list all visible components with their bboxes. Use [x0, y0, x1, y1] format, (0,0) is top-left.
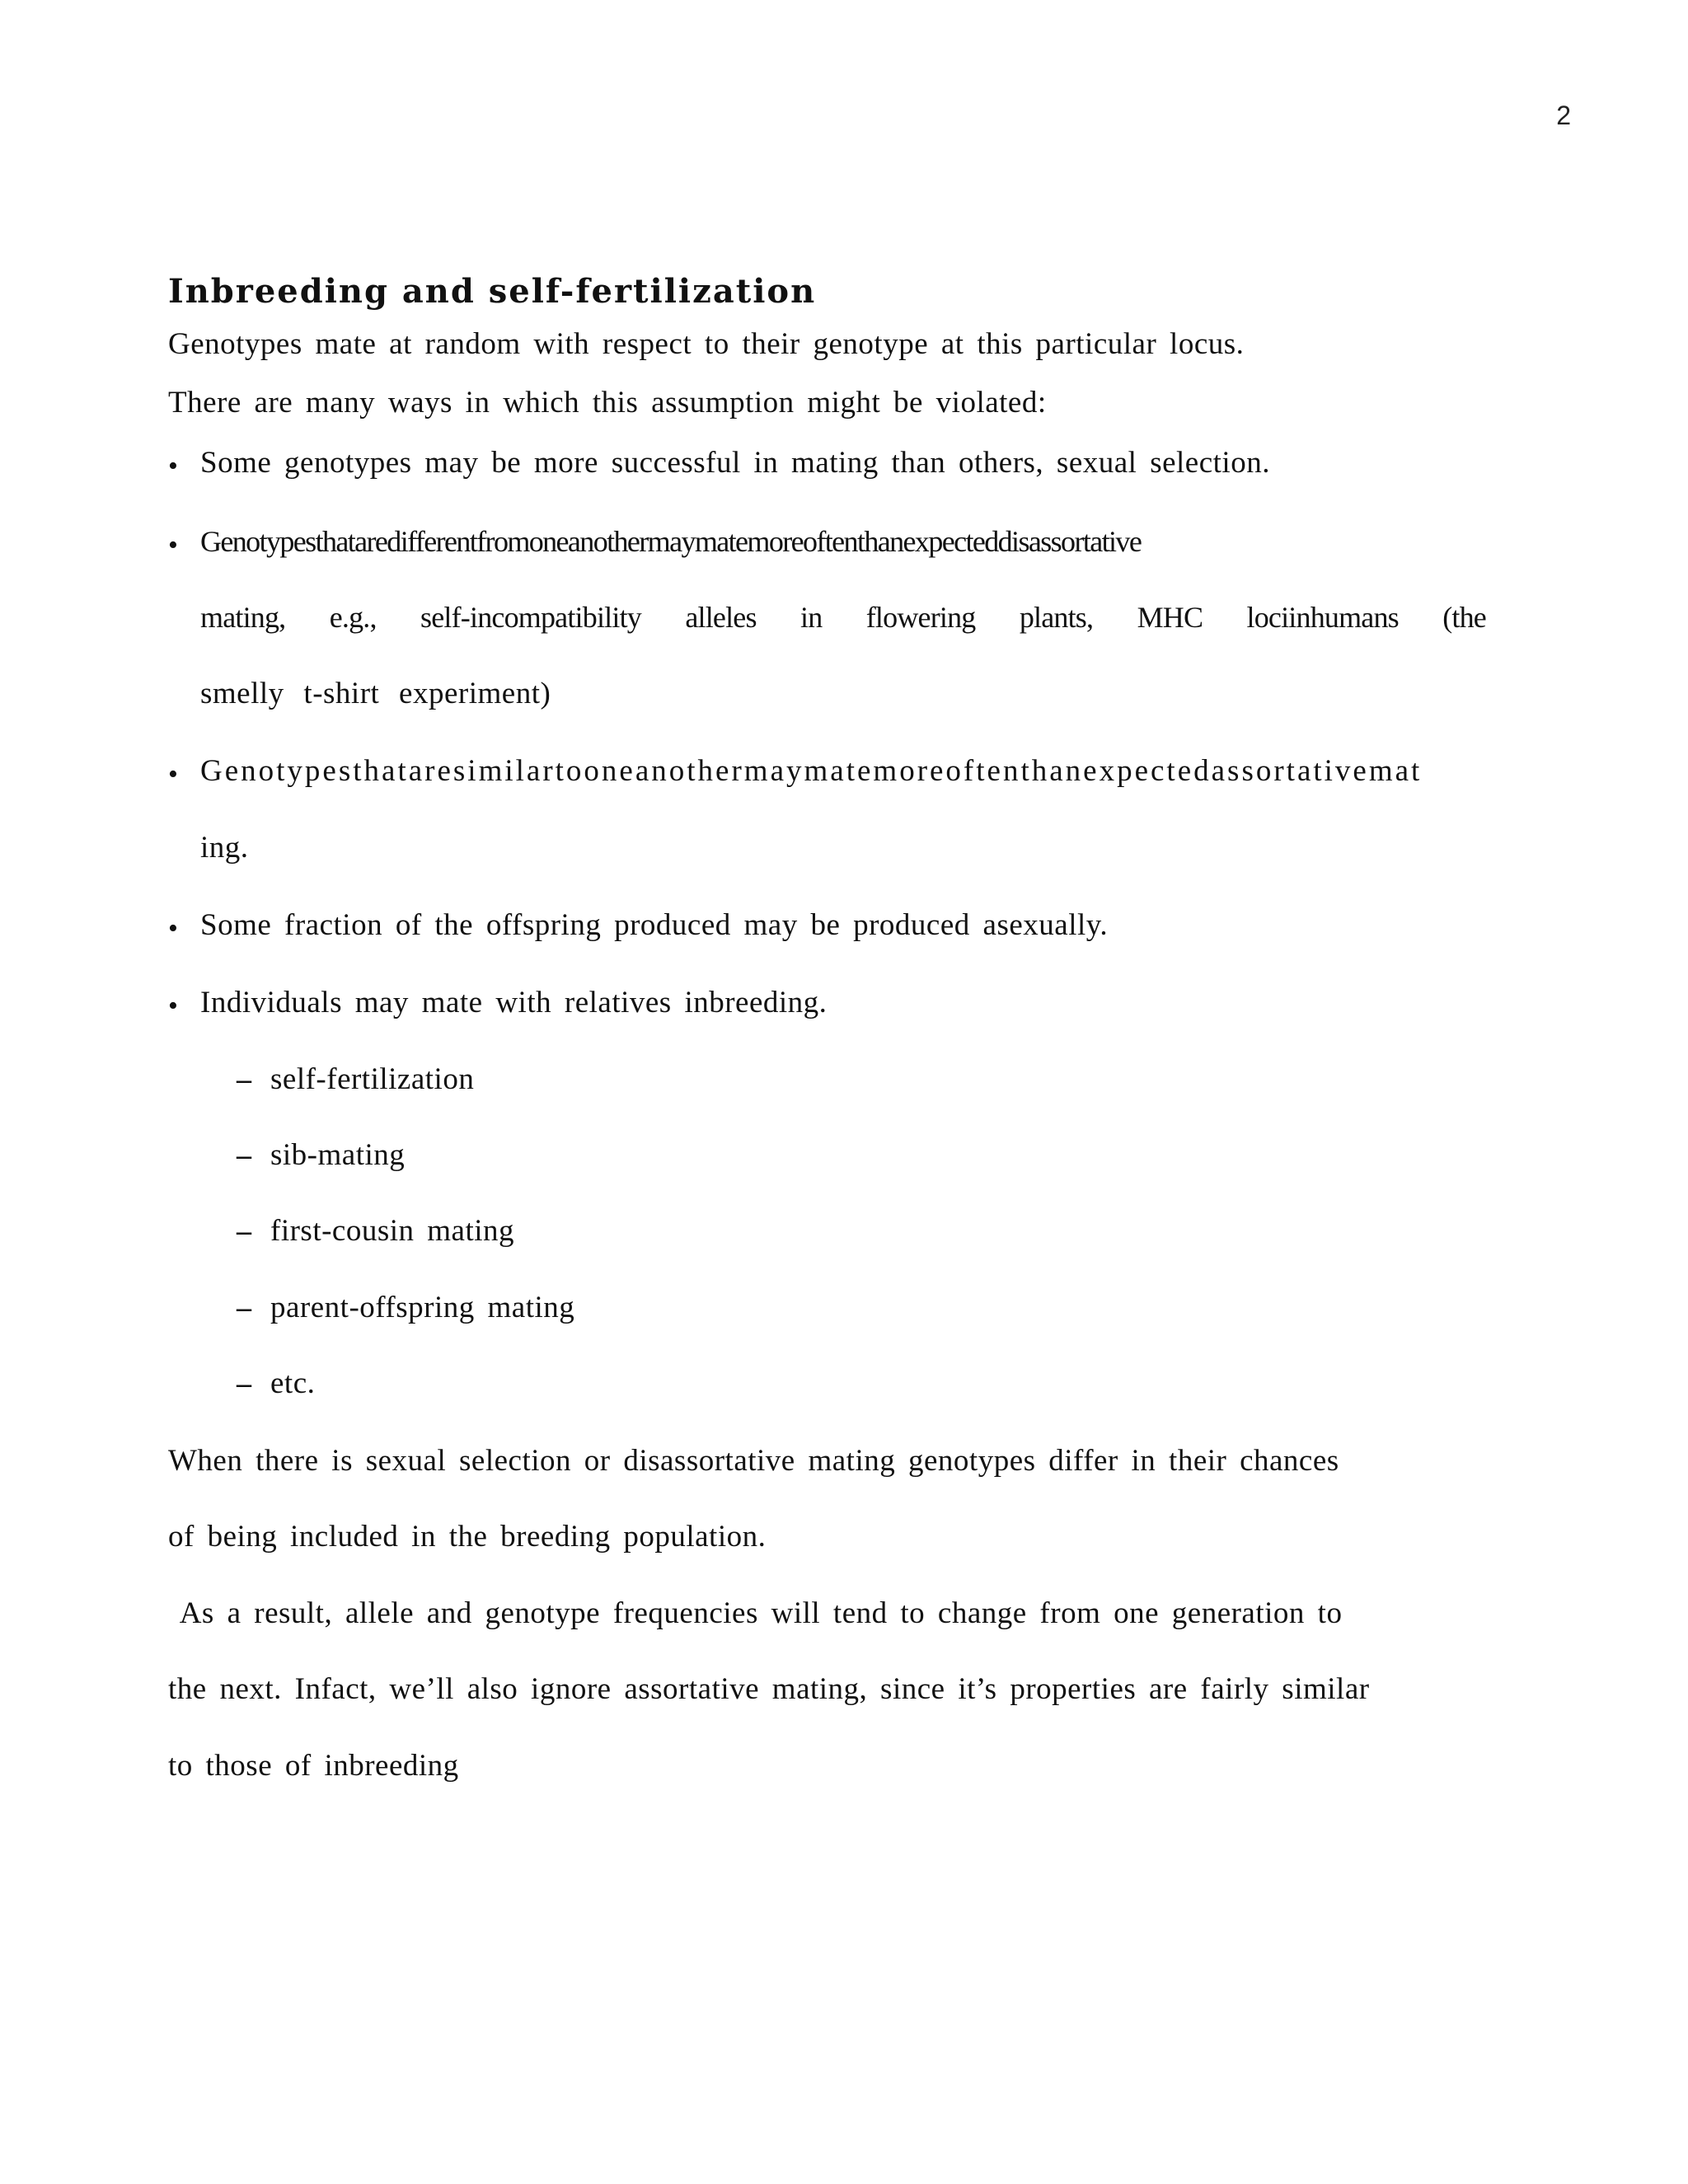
dash-icon: –	[237, 1062, 251, 1095]
bullet-icon: •	[168, 451, 178, 481]
bullet-inbreeding: Individuals may mate with relatives inbreeding.	[200, 986, 828, 1019]
word: flowering	[865, 601, 976, 634]
bullet-icon: •	[168, 759, 178, 790]
closing-line-3: As a result, allele and genotype frequencies will tend to change from one generation to	[168, 1596, 1343, 1630]
bullet-disassortative-line-3: smelly t-shirt experiment)	[200, 677, 551, 710]
word: self-incompatibility	[420, 601, 641, 634]
dash-icon: –	[237, 1291, 251, 1324]
bullet-disassortative-line-1: Genotypesthataredifferentfromoneanothermaymatemoreoftenthanexpecteddisassortative	[200, 525, 1142, 558]
sub-item-self-fertilization: self-fertilization	[270, 1062, 475, 1096]
word: e.g.,	[329, 601, 377, 634]
intro-line-2: There are many ways in which this assumption might be violated:	[168, 386, 1047, 419]
dash-icon: –	[237, 1366, 251, 1399]
word: alleles	[685, 601, 757, 634]
bullet-asexual: Some fraction of the offspring produced may be produced asexually.	[200, 908, 1109, 942]
sub-item-etc: etc.	[270, 1366, 316, 1400]
word: mating,	[200, 601, 286, 634]
bullet-assortative-line-1: Genotypesthataresimilartooneanothermaymatemoreoftenthanexpectedassortativemat	[200, 754, 1423, 788]
word: lociinhumans	[1246, 601, 1399, 634]
closing-line-2: of being included in the breeding population.	[168, 1520, 767, 1554]
bullet-icon: •	[168, 913, 178, 944]
sub-item-first-cousin: first-cousin mating	[270, 1214, 515, 1248]
sub-item-parent-offspring: parent-offspring mating	[270, 1291, 575, 1324]
page-number: 2	[1556, 101, 1571, 130]
closing-line-5: to those of inbreeding	[168, 1749, 459, 1783]
intro-line-1: Genotypes mate at random with respect to their genotype at this particular locus.	[168, 327, 1245, 361]
dash-icon: –	[237, 1138, 251, 1171]
word: plants,	[1019, 601, 1094, 634]
sub-item-sib-mating: sib-mating	[270, 1138, 406, 1172]
bullet-assortative-line-2: ing.	[200, 831, 249, 865]
word: (the	[1442, 601, 1486, 634]
dash-icon: –	[237, 1214, 251, 1247]
bullet-icon: •	[168, 991, 178, 1021]
bullet-disassortative-line-2	[200, 600, 1486, 635]
bullet-sexual-selection: Some genotypes may be more successful in mating than others, sexual selection.	[200, 446, 1270, 480]
word: in	[800, 601, 823, 634]
word: MHC	[1137, 601, 1203, 634]
bullet-icon: •	[168, 530, 178, 560]
closing-line-4: the next. Infact, we’ll also ignore assortative mating, since it’s properties are fairly similar	[168, 1672, 1370, 1706]
section-heading: Inbreeding and self-fertilization	[168, 272, 817, 311]
closing-line-1: When there is sexual selection or disassortative mating genotypes differ in their chances	[168, 1444, 1339, 1478]
